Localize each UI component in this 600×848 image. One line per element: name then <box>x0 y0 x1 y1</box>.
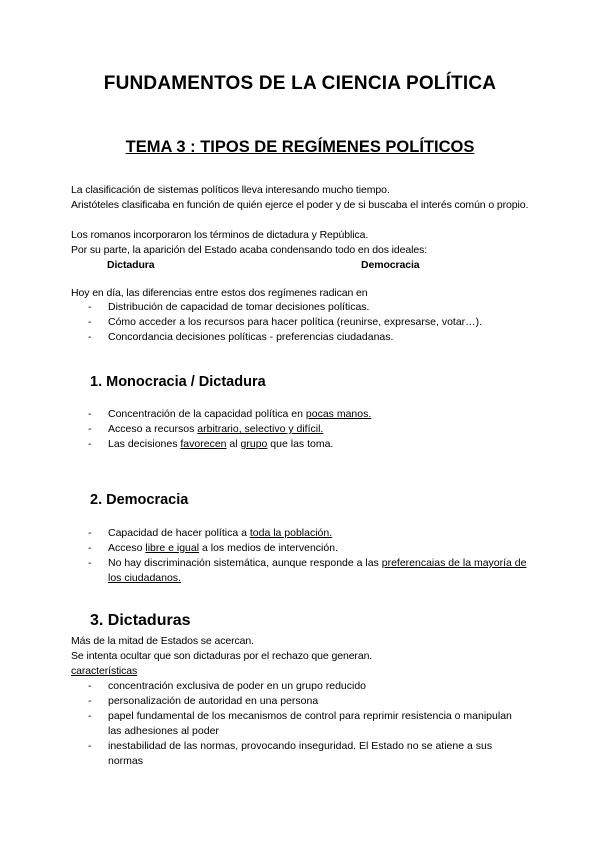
bullet-dash: - <box>88 301 92 313</box>
bullet-dash: - <box>88 316 92 328</box>
section-heading-democracia: 2. Democracia <box>90 492 189 508</box>
intro-line-3: Los romanos incorporaron los términos de dictadura y República. <box>71 229 369 241</box>
section3-line-1: Más de la mitad de Estados se acercan. <box>71 635 254 647</box>
list-item: - Cómo acceder a los recursos para hacer política (reunirse, expresarse, votar…). <box>88 316 483 328</box>
list-item: - No hay discriminación sistemática, aunque responde a las preferencaias de la mayoría de los ciudadanos. <box>88 557 527 584</box>
list-item: - concentración exclusiva de poder en un grupo reducido <box>88 680 367 692</box>
intro-line-2: Aristóteles clasificaba en función de quién ejerce el poder y de si buscaba el interés común o propio. <box>71 199 529 211</box>
ideal-democracia: Democracia <box>361 259 420 271</box>
list-item: - inestabilidad de las normas, provocando inseguridad. El Estado no se atiene a sus normas <box>88 740 493 767</box>
list-item: - Acceso a recursos arbitrario, selectivo y difícil. <box>88 423 324 435</box>
ideal-dictadura: Dictadura <box>107 259 155 271</box>
list-item: - Capacidad de hacer política a toda la población. <box>88 527 333 539</box>
differences-intro: Hoy en día, las diferencias entre estos dos regímenes radican en <box>71 287 368 299</box>
list-item: - personalización de autoridad en una persona <box>88 695 319 707</box>
list-item: - Acceso libre e igual a los medios de intervención. <box>88 542 338 554</box>
list-item: - Las decisiones favorecen al grupo que las toma. <box>88 438 334 450</box>
section3-line-2: Se intenta ocultar que son dictaduras por el rechazo que generan. <box>71 650 373 662</box>
section2-list <box>88 526 528 586</box>
section3-list <box>88 679 528 769</box>
section1-list <box>88 407 528 452</box>
list-item: - Distribución de capacidad de tomar decisiones políticas. <box>88 301 370 313</box>
section-heading-dictaduras: 3. Dictaduras <box>90 612 191 629</box>
list-item: - Concentración de la capacidad política en pocas manos. <box>88 408 372 420</box>
intro-line-1: La clasificación de sistemas políticos lleva interesando mucho tiempo. <box>71 184 390 196</box>
section-heading-monocracia: 1. Monocracia / Dictadura <box>90 374 266 390</box>
intro-line-4: Por su parte, la aparición del Estado acaba condensando todo en dos ideales: <box>71 244 428 256</box>
differences-list <box>88 300 528 345</box>
document-subtitle: TEMA 3 : TIPOS DE REGÍMENES POLÍTICOS <box>125 138 475 156</box>
list-item: - papel fundamental de los mecanismos de control para reprimir resistencia o manipulan las adhesiones al poder <box>88 710 512 737</box>
list-item: - Concordancia decisiones políticas - preferencias ciudadanas. <box>88 331 394 343</box>
document-title: FUNDAMENTOS DE LA CIENCIA POLÍTICA <box>103 73 497 94</box>
bullet-dash: - <box>88 331 92 343</box>
characteristics-label: características <box>71 665 138 677</box>
